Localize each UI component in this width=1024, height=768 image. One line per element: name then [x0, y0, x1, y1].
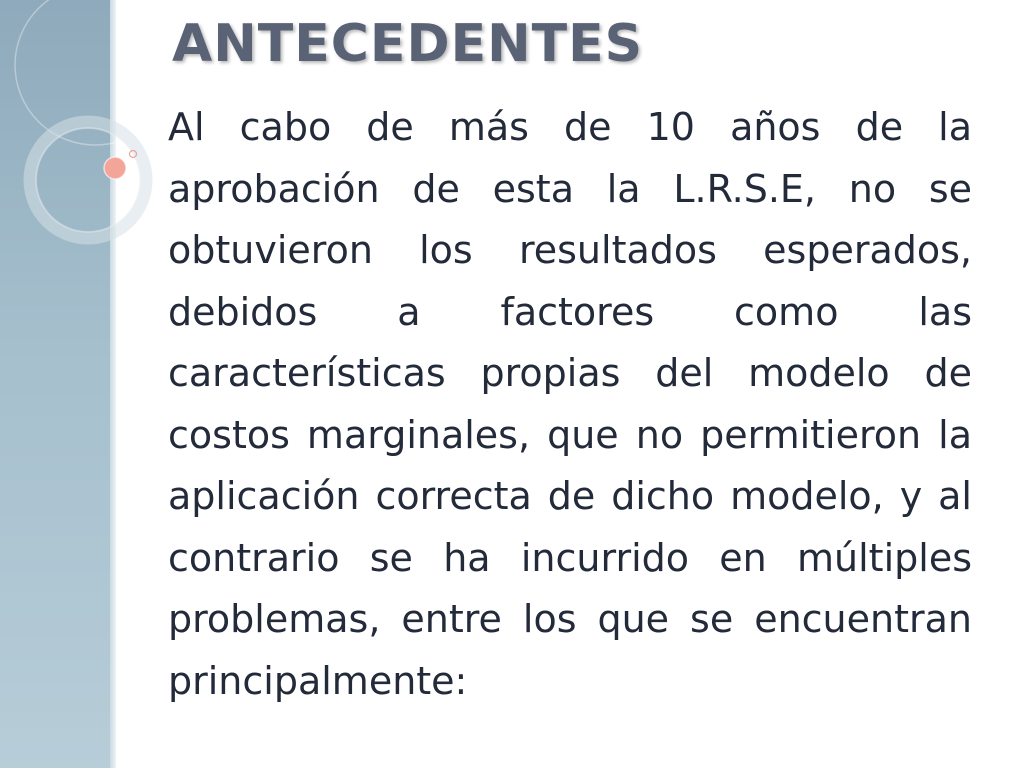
slide-title: ANTECEDENTES: [172, 14, 644, 74]
thin-inner-ring: [36, 128, 140, 232]
slide-body-text: Al cabo de más de 10 años de la aprobación de esta la L.R.S.E, no se obtuvieron los resultados esperados, debidos a factores como las características propias del modelo de costos marginales, que no permitieron la aplicación correcta de dicho modelo, y al contrario se ha incurrido en múltiples problemas, entre los que se encuentran principalmente:: [168, 105, 972, 703]
decorative-rings: [0, 0, 180, 260]
thick-ring: [30, 122, 146, 238]
